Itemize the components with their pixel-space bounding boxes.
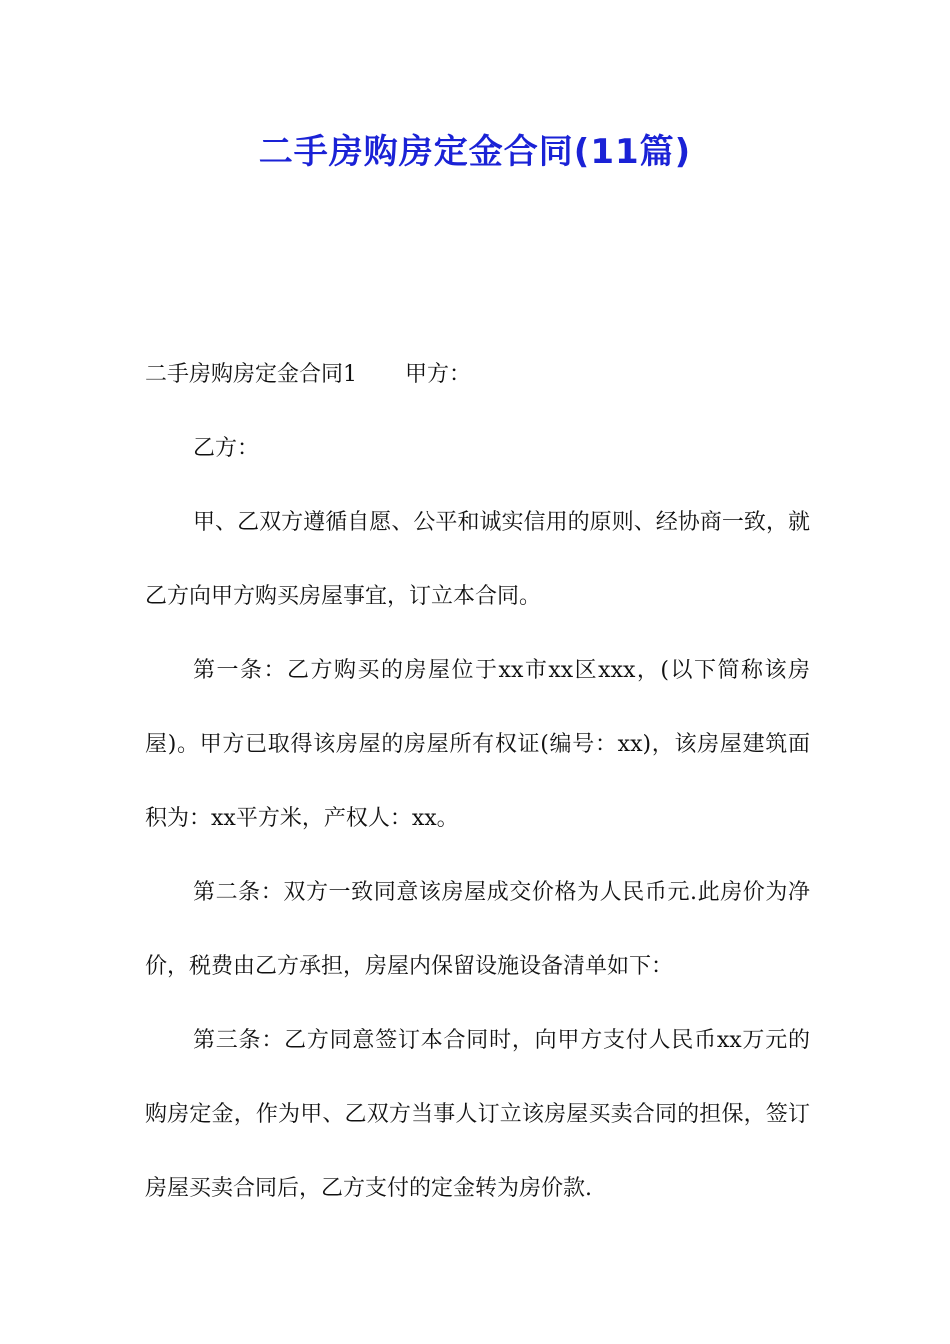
contract-heading-line xyxy=(145,338,810,412)
article-3-paragraph: 第三条：乙方同意签订本合同时，向甲方支付人民币xx万元的购房定金，作为甲、乙双方当事人订立该房屋买卖合同的担保，签订房屋买卖合同后，乙方支付的定金转为房价款. xyxy=(145,1028,810,1201)
preamble-paragraph: 甲、乙双方遵循自愿、公平和诚实信用的原则、经协商一致，就乙方向甲方购买房屋事宜，订立本合同。 xyxy=(145,510,810,609)
party-b-label: 乙方： xyxy=(193,436,260,461)
document-title: 二手房购房定金合同(11篇) xyxy=(258,132,692,172)
article-2-paragraph: 第二条：双方一致同意该房屋成交价格为人民币元.此房价为净价，税费由乙方承担，房屋内保留设施设备清单如下： xyxy=(145,880,810,979)
party-a-label: 甲方： xyxy=(405,362,472,387)
document-body xyxy=(145,338,810,1226)
article-1-paragraph: 第一条：乙方购买的房屋位于xx市xx区xxx，(以下简称该房屋)。甲方已取得该房屋的房屋所有权证(编号：xx)，该房屋建筑面积为：xx平方米，产权人：xx。 xyxy=(145,658,810,831)
contract-heading: 二手房购房定金合同1 xyxy=(145,362,357,387)
